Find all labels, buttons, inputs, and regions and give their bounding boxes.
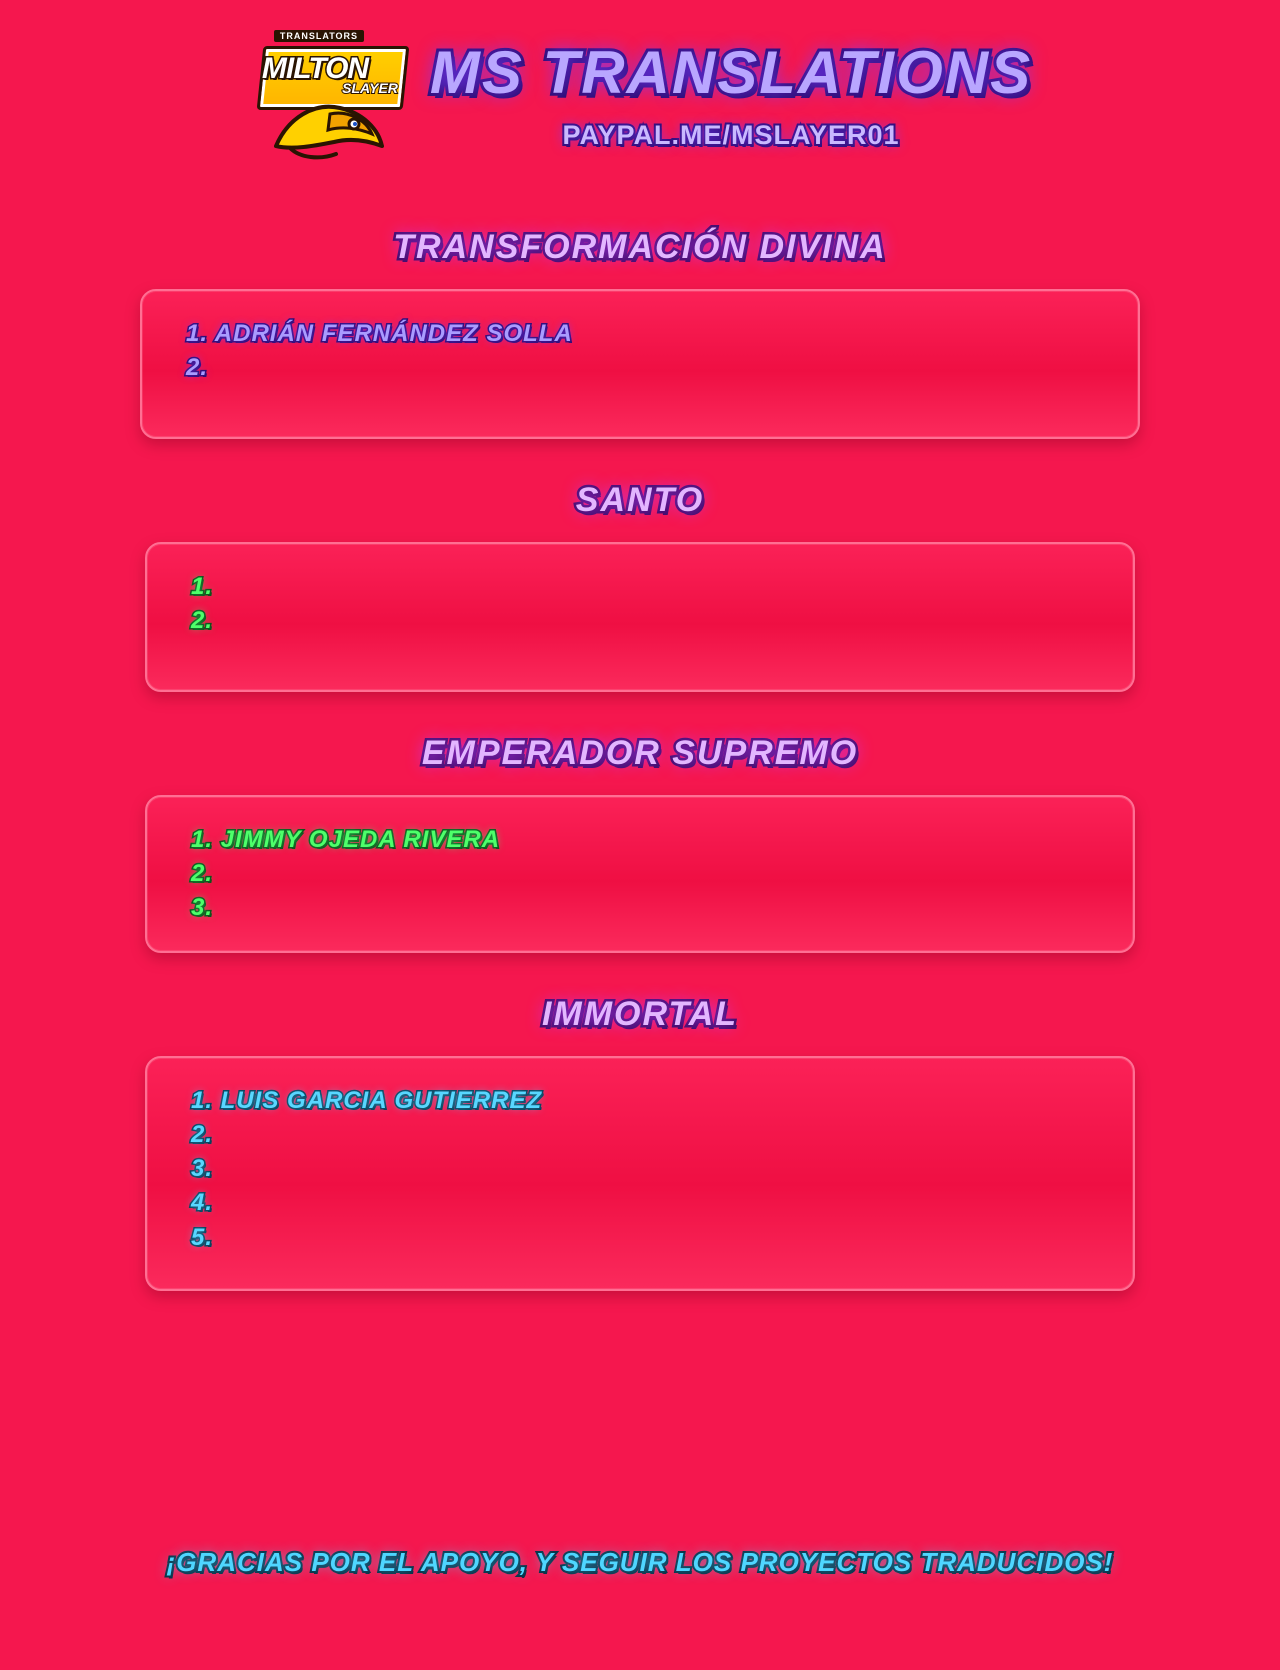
section-title: TRANSFORMACIÓN DIVINA <box>393 228 887 266</box>
donor-list <box>191 823 1099 925</box>
section-transformacion-divina <box>0 228 1280 439</box>
section-panel <box>145 542 1135 692</box>
list-item: 1. JIMMY OJEDA RIVERA <box>191 826 501 853</box>
section-title: EMPERADOR SUPREMO <box>421 734 859 772</box>
list-item: 4. <box>191 1189 214 1217</box>
dragon-icon <box>270 88 390 162</box>
logo-top-text: TRANSLATORS <box>274 30 364 42</box>
logo-main-text: MILTON <box>261 52 369 85</box>
list-item: 2. <box>191 607 214 635</box>
section-panel <box>140 289 1140 439</box>
milton-slayer-logo <box>248 26 408 166</box>
section-immortal <box>0 995 1280 1291</box>
section-panel <box>145 795 1135 953</box>
donor-list <box>186 317 1104 385</box>
logo-sub-text: SLAYER <box>342 80 398 96</box>
list-item: 1. <box>191 573 214 600</box>
brand-title: MS TRANSLATIONS <box>429 39 1033 106</box>
section-panel <box>145 1056 1135 1291</box>
section-title: IMMORTAL <box>541 995 739 1034</box>
list-item: 3. <box>191 1155 214 1183</box>
footer-thanks-message: ¡GRACIAS POR EL APOYO, Y SEGUIR LOS PROYECTOS TRADUCIDOS! <box>166 1547 1114 1577</box>
list-item: 2. <box>191 860 214 888</box>
list-item: 1. LUIS GARCIA GUTIERREZ <box>191 1087 543 1115</box>
list-item: 2. <box>186 354 209 382</box>
sections-container <box>0 228 1280 1291</box>
section-santo <box>0 481 1280 692</box>
list-item: 2. <box>191 1121 214 1149</box>
donor-list <box>191 570 1099 638</box>
list-item: 3. <box>191 894 214 922</box>
list-item: 1. ADRIÁN FERNÁNDEZ SOLLA <box>186 320 573 347</box>
paypal-link[interactable]: PAYPAL.ME/MSLAYER01 <box>562 120 900 150</box>
section-title: SANTO <box>575 481 705 519</box>
brand-block <box>430 41 1032 151</box>
donor-list <box>191 1084 1099 1254</box>
list-item: 5. <box>191 1223 214 1251</box>
section-emperador-supremo <box>0 734 1280 953</box>
page-header <box>0 0 1280 166</box>
